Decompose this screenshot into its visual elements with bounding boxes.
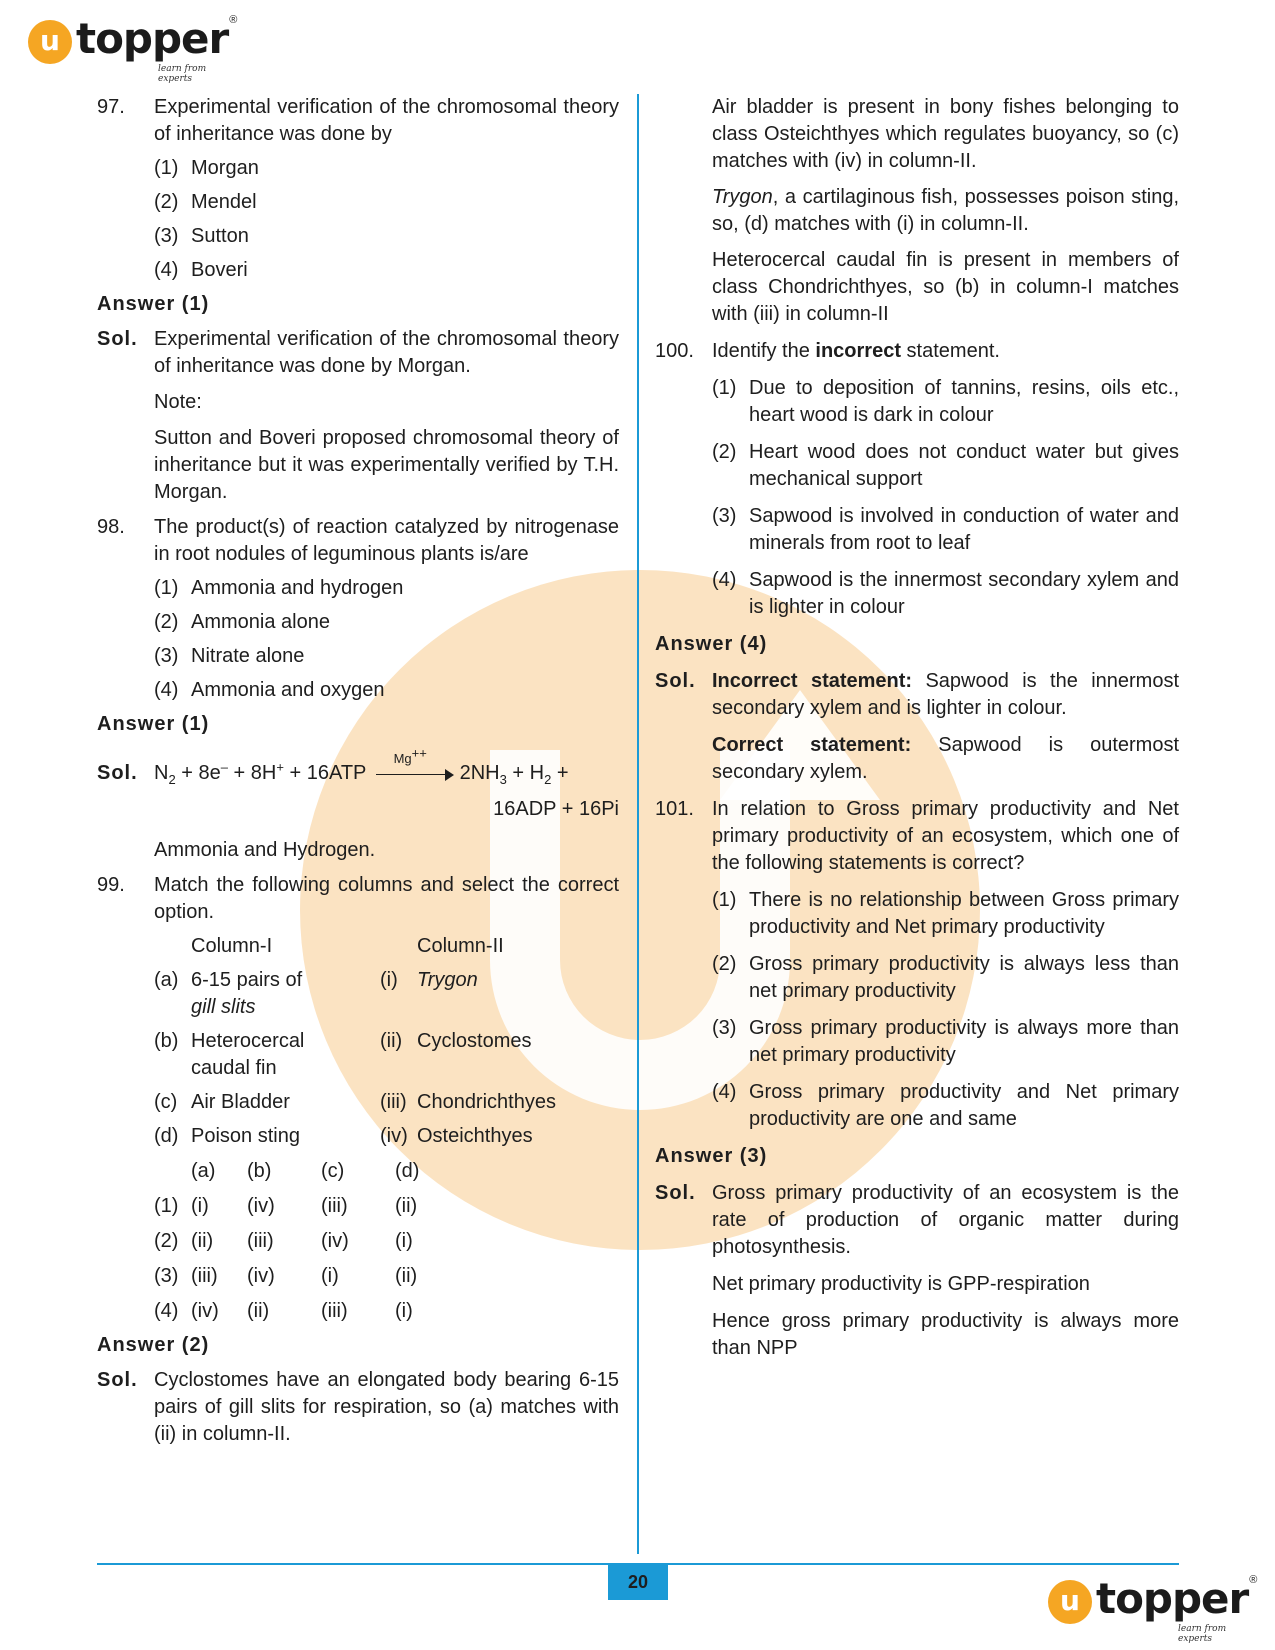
- solution-text: , a cartilaginous fish, possesses poison sting, so, (d) matches with (i) in column-II.: [712, 186, 1179, 235]
- option-text: Gross primary productivity is always less than net primary productivity: [749, 953, 1179, 1002]
- option-label: (3): [154, 1265, 179, 1287]
- option-label: (1): [712, 889, 737, 911]
- option-label: (2): [712, 441, 737, 463]
- option-text: Sapwood is involved in conduction of water and minerals from root to leaf: [749, 505, 1179, 554]
- match-text: Cyclostomes: [417, 1030, 532, 1052]
- eq-superscript: +: [276, 759, 284, 775]
- option-text: Nitrate alone: [191, 645, 305, 667]
- option-text: Ammonia alone: [191, 611, 330, 633]
- logo-wordmark: topper: [76, 14, 229, 63]
- logo-tagline: learn from experts: [1178, 1624, 1227, 1644]
- option-2: [712, 439, 1179, 493]
- solution: [97, 326, 619, 380]
- option-label: (3): [712, 1017, 737, 1039]
- option-cell: (i): [321, 1265, 339, 1287]
- reaction-arrow-icon: [376, 745, 456, 784]
- solution-text-heterocercal: Heterocercal caudal fin is present in members of class Chondrichthyes, so (b) in column-I matches with (iii) in column-II: [712, 249, 1179, 325]
- eq-subscript: 3: [499, 772, 507, 787]
- option-text: Ammonia and hydrogen: [191, 577, 404, 599]
- match-text: Osteichthyes: [417, 1125, 533, 1147]
- eq-term: + H: [506, 762, 545, 784]
- solution-label: Sol.: [97, 1369, 138, 1391]
- match-table-header: [191, 933, 619, 960]
- eq-superscript: –: [220, 759, 228, 775]
- option-cell: (iii): [321, 1300, 348, 1322]
- solution-label: Sol.: [97, 762, 138, 784]
- match-label: (ii): [380, 1030, 403, 1052]
- left-column: [97, 94, 619, 1448]
- row-text-line2: caudal fin: [191, 1057, 277, 1079]
- option-text: Sapwood is the innermost secondary xylem and is lighter in colour: [749, 569, 1179, 618]
- option-cell: (ii): [395, 1195, 418, 1217]
- question-text: Experimental verification of the chromosomal theory of inheritance was done by: [154, 96, 619, 145]
- catalyst-text: Mg: [393, 750, 412, 766]
- question-101: [655, 796, 1179, 877]
- solution: [97, 1367, 619, 1448]
- right-column: [655, 94, 1179, 1362]
- row-text: Air Bladder: [191, 1091, 290, 1113]
- match-label: (i): [380, 969, 398, 991]
- option-text: Sutton: [191, 225, 249, 247]
- option-cell: (ii): [395, 1265, 418, 1287]
- answer: Answer (3): [655, 1145, 768, 1167]
- option-1: [154, 575, 619, 602]
- solution-text: Experimental verification of the chromosomal theory of inheritance was done by Morgan.: [154, 328, 619, 377]
- option-label: (1): [154, 1195, 179, 1217]
- option-2: [154, 189, 619, 216]
- option-text: Morgan: [191, 157, 259, 179]
- match-label: (iv): [380, 1125, 408, 1147]
- logo-tagline: learn from experts: [158, 64, 207, 84]
- option-row-4: [154, 1298, 619, 1325]
- solution-text: Gross primary productivity of an ecosystem is the rate of production of organic matter during photosynthesis.: [712, 1182, 1179, 1258]
- logo-registered-mark: ®: [229, 14, 238, 26]
- eq-subscript: 2: [168, 772, 176, 787]
- page-number: 20: [608, 1565, 668, 1600]
- solution-conclusion: Ammonia and Hydrogen.: [154, 839, 376, 861]
- option-cell: (iii): [321, 1195, 348, 1217]
- option-label: (2): [154, 191, 179, 213]
- question-number: 98.: [97, 516, 125, 538]
- answer: Answer (4): [655, 633, 768, 655]
- match-label: (iii): [380, 1091, 407, 1113]
- option-text: Gross primary productivity and Net primary productivity are one and same: [749, 1081, 1179, 1130]
- question-text: Match the following columns and select the correct option.: [154, 874, 619, 923]
- option-label: (1): [712, 377, 737, 399]
- option-header-d: (d): [395, 1160, 420, 1182]
- option-cell: (i): [395, 1230, 413, 1252]
- column-1-header: Column-I: [191, 935, 273, 957]
- row-label: (a): [154, 969, 179, 991]
- option-label: (3): [712, 505, 737, 527]
- option-label: (2): [154, 611, 179, 633]
- option-text: Mendel: [191, 191, 257, 213]
- row-label: (c): [154, 1091, 178, 1113]
- solution: [655, 668, 1179, 722]
- option-text: Ammonia and oxygen: [191, 679, 385, 701]
- footer-logo: [1048, 1574, 1258, 1644]
- reaction-equation: [154, 745, 619, 823]
- solution-label: Sol.: [655, 1182, 696, 1204]
- catalyst-label: [393, 745, 427, 766]
- option-3: [154, 643, 619, 670]
- option-text: Boveri: [191, 259, 248, 281]
- eq-term: + 16ATP: [283, 762, 367, 784]
- option-4: [154, 257, 619, 284]
- question-98: [97, 514, 619, 568]
- row-text: 6-15 pairs of: [191, 969, 303, 991]
- option-cell: (iv): [191, 1300, 219, 1322]
- option-label: (4): [154, 259, 179, 281]
- option-3: [712, 503, 1179, 557]
- match-text: Chondrichthyes: [417, 1091, 556, 1113]
- option-cell: (ii): [247, 1300, 270, 1322]
- question-text-emphasis: incorrect: [815, 340, 901, 362]
- option-cell: (iv): [321, 1230, 349, 1252]
- logo-wordmark: topper: [1096, 1574, 1249, 1623]
- option-cell: (i): [395, 1300, 413, 1322]
- solution-text-npp: Net primary productivity is GPP-respiration: [712, 1273, 1090, 1295]
- option-label: (2): [712, 953, 737, 975]
- option-cell: (i): [191, 1195, 209, 1217]
- match-row-b: [154, 1028, 619, 1082]
- option-label: (4): [154, 679, 179, 701]
- answer: Answer (1): [97, 293, 210, 315]
- match-row-d: [154, 1123, 619, 1150]
- option-4: [712, 567, 1179, 621]
- row-text: Heterocercal: [191, 1030, 305, 1052]
- option-label: (4): [712, 1081, 737, 1103]
- option-row-1: [154, 1193, 619, 1220]
- option-cell: (ii): [191, 1230, 214, 1252]
- option-4: [712, 1079, 1179, 1133]
- question-text-part: Identify the: [712, 340, 816, 362]
- solution-text-trygon: [712, 184, 1179, 238]
- solution-text-continued: Air bladder is present in bony fishes belonging to class Osteichthyes which regulates buoyancy, so (c) matches with (iv) in column-II.: [712, 96, 1179, 172]
- match-text: Trygon: [417, 969, 478, 991]
- match-row-a: [154, 967, 619, 1021]
- solution-equation: [97, 745, 619, 823]
- eq-term: + 8H: [227, 762, 277, 784]
- match-row-c: [154, 1089, 619, 1116]
- question-100: [655, 338, 1179, 365]
- option-label: (1): [154, 157, 179, 179]
- logo-u-icon: u: [1048, 1580, 1092, 1624]
- answer: Answer (1): [97, 713, 210, 735]
- italic-term: Trygon: [712, 186, 773, 208]
- solution-emphasis: Incorrect statement:: [712, 670, 913, 692]
- row-text: Poison sting: [191, 1125, 300, 1147]
- option-header-c: (c): [321, 1160, 345, 1182]
- question-text-part: statement.: [901, 340, 1000, 362]
- solution-correct-statement: [712, 732, 1179, 786]
- option-label: (3): [154, 645, 179, 667]
- solution-text: Cyclostomes have an elongated body bearing 6-15 pairs of gill slits for respiration, so (a) matches with (ii) in column-II.: [154, 1369, 619, 1445]
- logo-registered-mark: ®: [1249, 1574, 1258, 1586]
- option-3: [154, 223, 619, 250]
- option-label: (3): [154, 225, 179, 247]
- catalyst-charge: ++: [411, 745, 427, 761]
- solution-text-conclusion: Hence gross primary productivity is always more than NPP: [712, 1310, 1179, 1359]
- solution-label: Sol.: [655, 670, 696, 692]
- arrow-head: [445, 769, 454, 781]
- option-cell: (iv): [247, 1265, 275, 1287]
- option-header-b: (b): [247, 1160, 272, 1182]
- option-4: [154, 677, 619, 704]
- row-label: (b): [154, 1030, 179, 1052]
- option-cell: (iii): [191, 1265, 218, 1287]
- option-1: [712, 375, 1179, 429]
- equation-line-2: 16ADP + 16Pi: [493, 798, 619, 820]
- option-text: Gross primary productivity is always more than net primary productivity: [749, 1017, 1179, 1066]
- option-text: There is no relationship between Gross primary productivity and Net primary productivity: [749, 889, 1179, 938]
- solution-text: [712, 668, 1179, 722]
- option-header-a: (a): [191, 1160, 216, 1182]
- column-2-header: Column-II: [417, 935, 504, 957]
- option-1: [154, 155, 619, 182]
- option-label: (4): [154, 1300, 179, 1322]
- eq-subscript: 2: [544, 772, 552, 787]
- option-1: [712, 887, 1179, 941]
- match-table: [154, 933, 619, 1325]
- question-97: [97, 94, 619, 148]
- option-row-2: [154, 1228, 619, 1255]
- solution: [655, 1180, 1179, 1261]
- column-divider: [637, 94, 639, 1554]
- eq-term: 2NH: [459, 762, 500, 784]
- logo-u-icon: u: [28, 20, 72, 64]
- option-row-3: [154, 1263, 619, 1290]
- option-cell: (iv): [247, 1195, 275, 1217]
- question-number: 100.: [655, 340, 694, 362]
- question-text: The product(s) of reaction catalyzed by nitrogenase in root nodules of leguminous plants is/are: [154, 516, 619, 565]
- question-99: [97, 872, 619, 926]
- question-text: In relation to Gross primary productivity and Net primary productivity of an ecosystem, which one of the following statements is correct?: [712, 798, 1179, 874]
- note-label: Note:: [154, 391, 202, 413]
- option-cell: (iii): [247, 1230, 274, 1252]
- answer: Answer (2): [97, 1334, 210, 1356]
- eq-term: + 8e: [175, 762, 221, 784]
- solution-text-part: Sapwood is outermost secondary xylem.: [712, 734, 1180, 783]
- option-2: [712, 951, 1179, 1005]
- question-number: 99.: [97, 874, 125, 896]
- option-text: Heart wood does not conduct water but gives mechanical support: [749, 441, 1179, 490]
- row-text-line2: gill slits: [191, 996, 256, 1018]
- option-label: (2): [154, 1230, 179, 1252]
- option-2: [154, 609, 619, 636]
- solution-label: Sol.: [97, 328, 138, 350]
- option-header-row: [154, 1158, 619, 1185]
- question-text: [712, 338, 1179, 365]
- option-label: (1): [154, 577, 179, 599]
- question-number: 101.: [655, 798, 694, 820]
- option-label: (4): [712, 569, 737, 591]
- question-number: 97.: [97, 96, 125, 118]
- arrow-line: [376, 774, 450, 776]
- option-3: [712, 1015, 1179, 1069]
- solution-emphasis: Correct statement:: [712, 734, 912, 756]
- note-text: Sutton and Boveri proposed chromosomal theory of inheritance but it was experimentally verified by T.H. Morgan.: [154, 427, 619, 503]
- eq-term: N: [154, 762, 169, 784]
- eq-term: +: [551, 762, 569, 784]
- option-text: Due to deposition of tannins, resins, oils etc., heart wood is dark in colour: [749, 377, 1179, 426]
- solution-text-part: Sapwood is the innermost secondary xylem and is lighter in colour.: [712, 670, 1180, 719]
- header-logo: [28, 14, 238, 84]
- row-label: (d): [154, 1125, 179, 1147]
